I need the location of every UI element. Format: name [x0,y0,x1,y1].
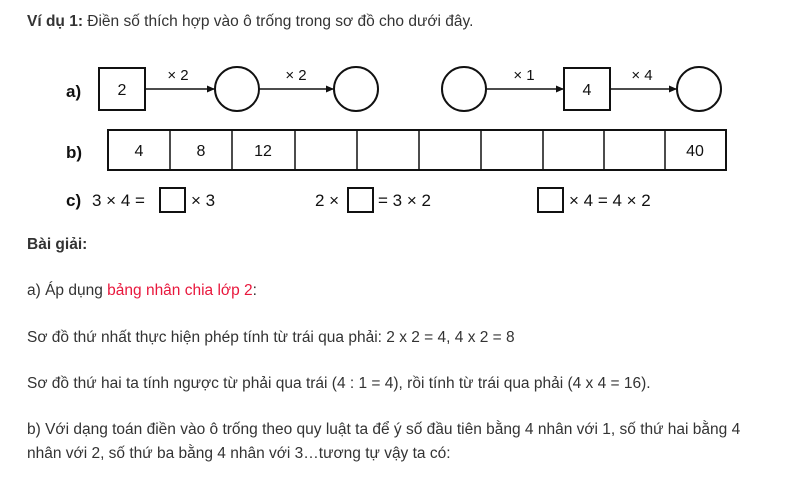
solution-b-line-2: nhân với 2, số thứ ba bằng 4 nhân với 3…tương tự vậy ta có: [27,445,451,462]
eq1-left: 3 × 4 = [92,191,145,210]
eq2-left: 2 × [315,191,340,210]
multiplication-table-link[interactable]: bảng nhân chia lớp 2 [107,282,253,299]
solution-a-prefix: a) Áp dụng [27,282,108,299]
part-a-label: a) [66,82,82,101]
chain2-op1: × 1 [513,67,535,84]
solution-line-1: Sơ đồ thứ nhất thực hiện phép tính từ trái qua phải: 2 x 2 = 4, 4 x 2 = 8 [27,329,515,346]
chain1-blank-circle-2 [334,67,378,111]
part-b-label: b) [66,143,83,162]
sequence-cell-10: 40 [686,143,704,160]
solution-line-2: Sơ đồ thứ hai ta tính ngược từ phải qua trái (4 : 1 = 4), rồi tính từ trái qua phải (4 x 4 = 16). [27,375,651,392]
chain-1 [99,67,378,111]
part-c-label: c) [66,191,82,210]
sequence-cell-1: 4 [134,143,144,160]
eq2-blank-box [348,188,373,212]
chain2-blank-circle-2 [677,67,721,111]
chain1-blank-circle-1 [215,67,259,111]
eq3-blank-box [538,188,563,212]
chain1-start-value: 2 [117,82,127,99]
eq1-right: × 3 [191,191,216,210]
solution-heading: Bài giải: [27,236,88,253]
chain2-op2: × 4 [631,67,653,84]
chain-2 [442,67,721,111]
chain2-blank-circle-1 [442,67,486,111]
solution-a-line [27,280,257,302]
example-prompt: Điền số thích hợp vào ô trống trong sơ đồ cho dưới đây. [82,13,474,30]
sequence-dividers [170,130,665,170]
chain1-op1: × 2 [167,67,189,84]
solution-a-suffix: : [252,282,257,299]
chain1-op2: × 2 [285,67,307,84]
sequence-cell-3: 12 [254,143,272,160]
example-title: Ví dụ 1: [27,13,83,30]
sequence-cell-2: 8 [196,143,206,160]
eq2-right: = 3 × 2 [378,191,431,210]
eq1-blank-box [160,188,185,212]
chain2-mid-value: 4 [582,82,592,99]
solution-b-line-1: b) Với dạng toán điền vào ô trống theo quy luật ta để ý số đầu tiên bằng 4 nhân với 1, số thứ hai bằng 4 [27,421,741,438]
eq3-right: × 4 = 4 × 2 [569,191,651,210]
